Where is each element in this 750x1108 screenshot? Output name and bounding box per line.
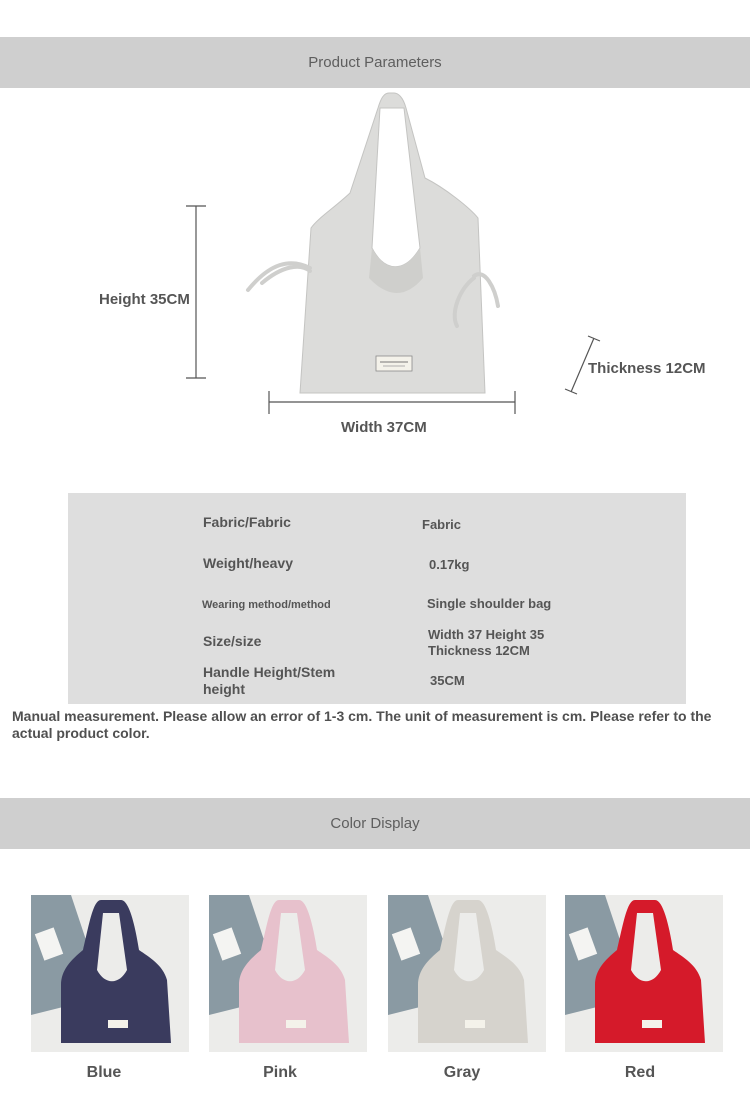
spec-table bbox=[68, 493, 686, 704]
color-display-banner bbox=[0, 798, 750, 849]
spec-key-size: Size/size bbox=[203, 633, 262, 649]
color-swatch-gray[interactable] bbox=[388, 895, 546, 1052]
product-parameters-title: Product Parameters bbox=[308, 54, 442, 71]
blue-bag-photo bbox=[31, 895, 189, 1052]
product-dimension-diagram bbox=[0, 88, 750, 468]
spec-key-wearing-method: Wearing method/method bbox=[202, 599, 331, 611]
color-label-blue: Blue bbox=[86, 1064, 122, 1081]
spec-key-handle-height: Handle Height/Stem height bbox=[203, 664, 336, 697]
bag-brand-label bbox=[376, 356, 412, 371]
product-parameters-banner bbox=[0, 37, 750, 88]
spec-value-size: Width 37 Height 35 Thickness 12CM bbox=[428, 627, 545, 658]
spec-key-fabric: Fabric/Fabric bbox=[203, 514, 291, 530]
red-bag-photo bbox=[565, 895, 723, 1052]
gray-bag-photo bbox=[388, 895, 546, 1052]
spec-value-handle-height: 35CM bbox=[430, 673, 465, 688]
color-label-pink: Pink bbox=[263, 1064, 297, 1081]
color-swatch-pink[interactable] bbox=[209, 895, 367, 1052]
height-label: Height 35CM bbox=[99, 291, 190, 308]
bag-body bbox=[300, 93, 485, 393]
width-measure-line bbox=[269, 391, 515, 414]
thickness-label: Thickness 12CM bbox=[588, 360, 706, 377]
spec-key-weight: Weight/heavy bbox=[203, 555, 293, 571]
color-label-gray: Gray bbox=[443, 1064, 481, 1081]
color-swatch-blue[interactable] bbox=[31, 895, 189, 1052]
width-label: Width 37CM bbox=[341, 419, 427, 436]
color-swatch-red[interactable] bbox=[565, 895, 723, 1052]
color-label-red: Red bbox=[624, 1064, 656, 1081]
gray-tote-bag-illustration bbox=[248, 93, 498, 393]
left-strap-tie bbox=[248, 263, 310, 290]
pink-bag-photo bbox=[209, 895, 367, 1052]
spec-value-fabric: Fabric bbox=[422, 517, 462, 532]
spec-value-weight: 0.17kg bbox=[429, 557, 470, 572]
measurement-note: Manual measurement. Please allow an error of 1-3 cm. The unit of measurement is cm. Please refer to the actual product color. bbox=[12, 708, 712, 741]
spec-value-wearing-method: Single shoulder bag bbox=[427, 596, 552, 611]
color-display-title: Color Display bbox=[330, 815, 420, 832]
